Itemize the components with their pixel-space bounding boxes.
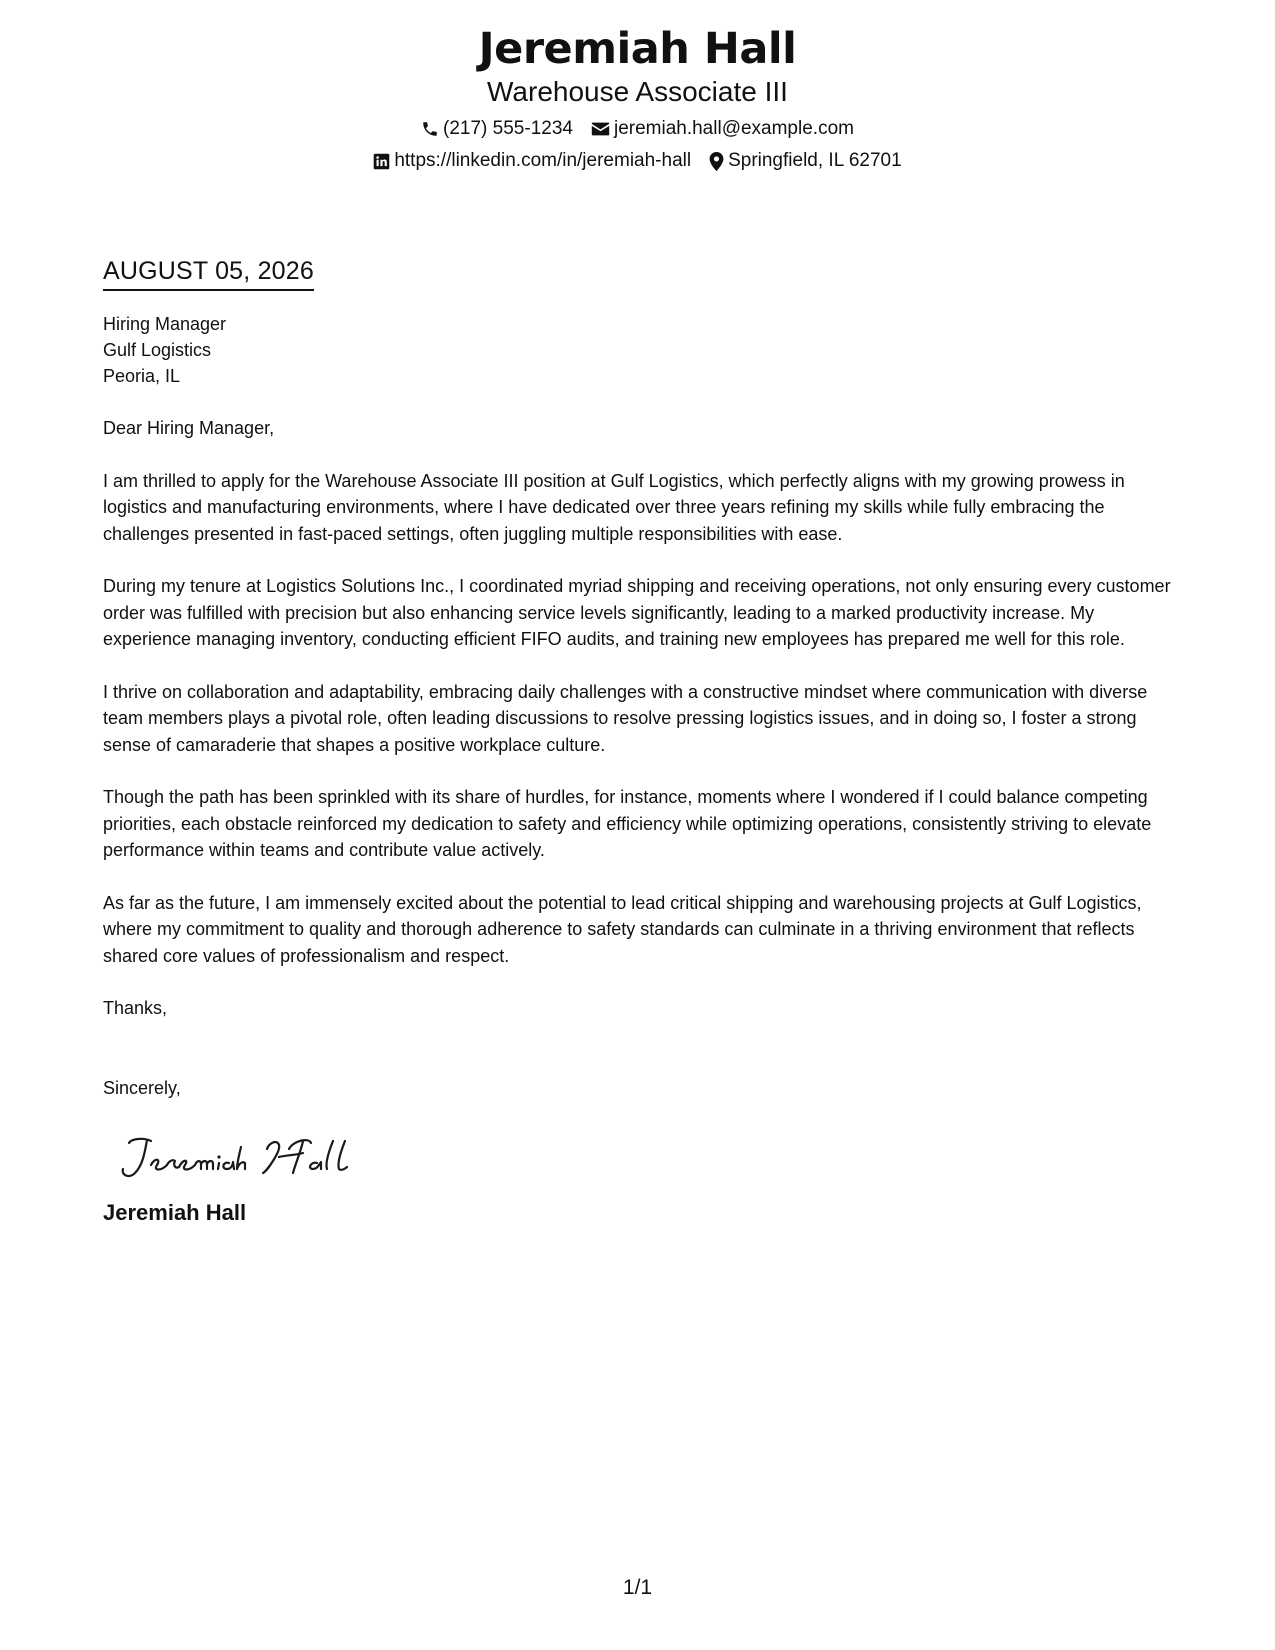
signer-name: Jeremiah Hall	[103, 1200, 247, 1225]
linkedin-text[interactable]: https://linkedin.com/in/jeremiah-hall	[394, 150, 692, 171]
closing-line: Sincerely,	[103, 1077, 181, 1098]
applicant-name: Jeremiah Hall	[478, 24, 797, 74]
recipient-location: Peoria, IL	[103, 366, 181, 386]
body-paragraph-1: I am thrilled to apply for the Warehouse Associate III position at Gulf Logistics, which perfectly aligns with my growing prowess in logistics and manufacturing environments, where I have dedicated over three years refining my skills while fully embracing the challenges presented in fast-paced settings, often juggling multiple responsibilities with ease.	[103, 470, 1125, 544]
letter-header	[0, 22, 1275, 172]
contact-row-1	[0, 118, 1275, 140]
body-paragraph-3: I thrive on collaboration and adaptability, embracing daily challenges with a constructive mindset where communication with diverse team members plays a pivotal role, often leading discussions to resolve pressing logistics issues, and in doing so, I foster a strong sense of camaraderie that shapes a positive workplace culture.	[103, 681, 1148, 755]
email-text: jeremiah.hall@example.com	[613, 118, 854, 139]
salutation: Dear Hiring Manager,	[103, 418, 275, 438]
location-text: Springfield, IL 62701	[728, 150, 902, 171]
body-paragraph-2: During my tenure at Logistics Solutions Inc., I coordinated myriad shipping and receiving operations, not only ensuring every customer order was fulfilled with precision but also enhancing service levels significantly, leading to a marked productivity increase. My experience managing inventory, conducting efficient FIFO audits, and training new employees has prepared me well for this role.	[103, 576, 1171, 649]
contact-email	[591, 118, 854, 140]
body-paragraph-4: Though the path has been sprinkled with its share of hurdles, for instance, moments where I wondered if I could balance competing priorities, each obstacle reinforced my dedication to safety and efficiency while optimizing operations, consistently striving to elevate performance within teams and contribute value actively.	[103, 787, 1152, 860]
envelope-icon	[591, 121, 610, 137]
thanks-line: Thanks,	[103, 998, 168, 1018]
recipient-block	[103, 311, 1175, 389]
recipient-company: Gulf Logistics	[103, 340, 212, 360]
body-paragraph-5: As far as the future, I am immensely excited about the potential to lead critical shipping and warehousing projects at Gulf Logistics, where my commitment to quality and thorough adherence to safety standards can culminate in a thriving environment that reflects shared core values of professionalism and respect.	[103, 892, 1142, 966]
map-pin-icon	[709, 152, 724, 171]
page-number: 1/1	[622, 1576, 653, 1599]
letter-body	[103, 255, 1175, 1227]
phone-text: (217) 555-1234	[443, 118, 573, 139]
contact-phone	[421, 118, 573, 140]
contact-location	[709, 150, 902, 172]
phone-icon	[421, 120, 439, 138]
recipient-title: Hiring Manager	[103, 314, 227, 334]
contact-row-2	[0, 150, 1275, 172]
linkedin-icon	[373, 153, 390, 170]
contact-linkedin	[373, 150, 691, 172]
handwritten-signature	[117, 1127, 1175, 1185]
letter-date: AUGUST 05, 2026	[103, 255, 314, 291]
applicant-role: Warehouse Associate III	[487, 76, 788, 107]
